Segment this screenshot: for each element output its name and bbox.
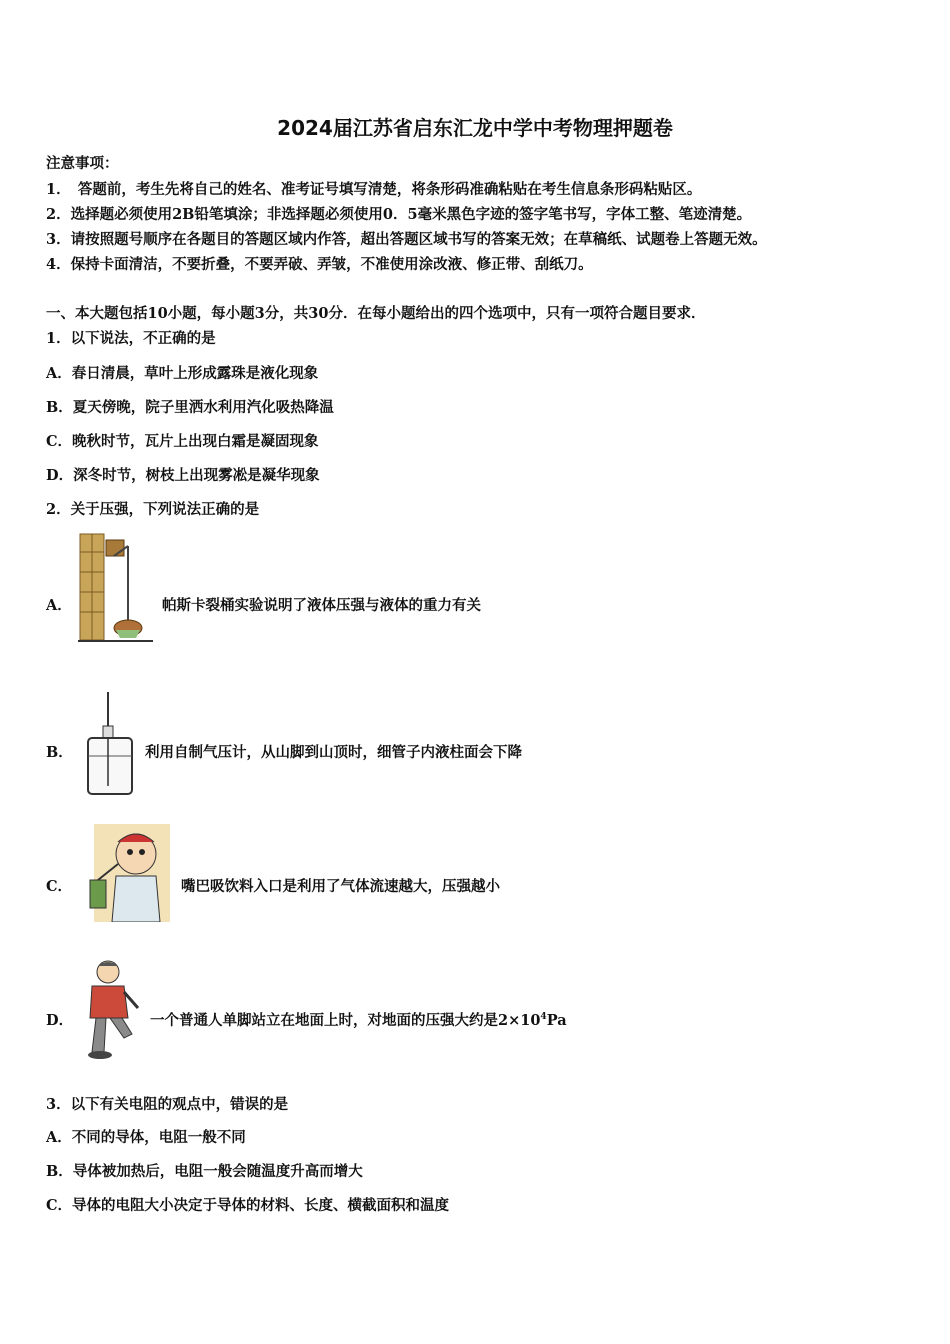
option-b: B．导体被加热后，电阻一般会随温度升高而增大 bbox=[46, 1163, 363, 1180]
notice-item: 4．保持卡面清洁，不要折叠，不要弄破、弄皱，不准使用涂改液、修正带、刮纸刀。 bbox=[46, 256, 593, 273]
question-stem: 2．关于压强，下列说法正确的是 bbox=[46, 501, 260, 518]
option-b: B．夏天傍晚，院子里洒水利用汽化吸热降温 bbox=[46, 399, 334, 416]
notice-heading: 注意事项： bbox=[46, 155, 119, 172]
option-b-text: 利用自制气压计，从山脚到山顶时，细管子内液柱面会下降 bbox=[145, 744, 522, 761]
option-c-text: 嘴巴吸饮料入口是利用了气体流速越大，压强越小 bbox=[181, 878, 500, 895]
option-c: C．晚秋时节，瓦片上出现白霜是凝固现象 bbox=[46, 433, 319, 450]
notice-item: 2．选择题必须使用2B铅笔填涂；非选择题必须使用0．5毫米黑色字迹的签字笔书写，字体工整、笔迹清楚。 bbox=[46, 206, 752, 223]
option-d-statement: 一个普通人单脚站立在地面上时，对地面的压强大约是 bbox=[150, 1012, 498, 1029]
question-stem: 3．以下有关电阻的观点中，错误的是 bbox=[46, 1096, 289, 1113]
option-a-text: 帕斯卡裂桶实验说明了液体压强与液体的重力有关 bbox=[162, 597, 481, 614]
person-standing-icon bbox=[78, 958, 144, 1060]
option-d: D．深冬时节，树枝上出现雾凇是凝华现象 bbox=[46, 467, 320, 484]
option-b-label: B． bbox=[46, 744, 73, 761]
option-d-label: D． bbox=[46, 1012, 74, 1029]
barometer-bottle-icon bbox=[82, 690, 138, 800]
notice-item: 3．请按照题号顺序在各题目的答题区域内作答，超出答题区域书写的答案无效；在草稿纸、试题卷上答题无效。 bbox=[46, 231, 767, 248]
section-heading: 一、本大题包括10小题，每小题3分，共30分．在每小题给出的四个选项中，只有一项符合题目要求． bbox=[46, 305, 706, 322]
page-title: 2024届江苏省启东汇龙中学中考物理押题卷 bbox=[277, 116, 673, 140]
drinking-straw-icon bbox=[80, 824, 172, 922]
pascal-barrel-icon bbox=[78, 532, 156, 644]
option-c: C．导体的电阻大小决定于导体的材料、长度、横截面积和温度 bbox=[46, 1197, 450, 1214]
option-d-text bbox=[150, 1009, 567, 1030]
option-a-label: A． bbox=[46, 597, 72, 614]
option-a: A．不同的导体，电阻一般不同 bbox=[46, 1129, 246, 1146]
option-c-label: C． bbox=[46, 878, 73, 895]
pressure-value: $2\times 10^4Pa$ bbox=[498, 1012, 567, 1029]
notice-item: 1． 答题前，考生先将自己的姓名、准考证号填写清楚，将条形码准确粘贴在考生信息条形码粘贴区。 bbox=[46, 181, 702, 198]
option-a: A．春日清晨，草叶上形成露珠是液化现象 bbox=[46, 365, 319, 382]
question-stem: 1．以下说法，不正确的是 bbox=[46, 330, 216, 347]
